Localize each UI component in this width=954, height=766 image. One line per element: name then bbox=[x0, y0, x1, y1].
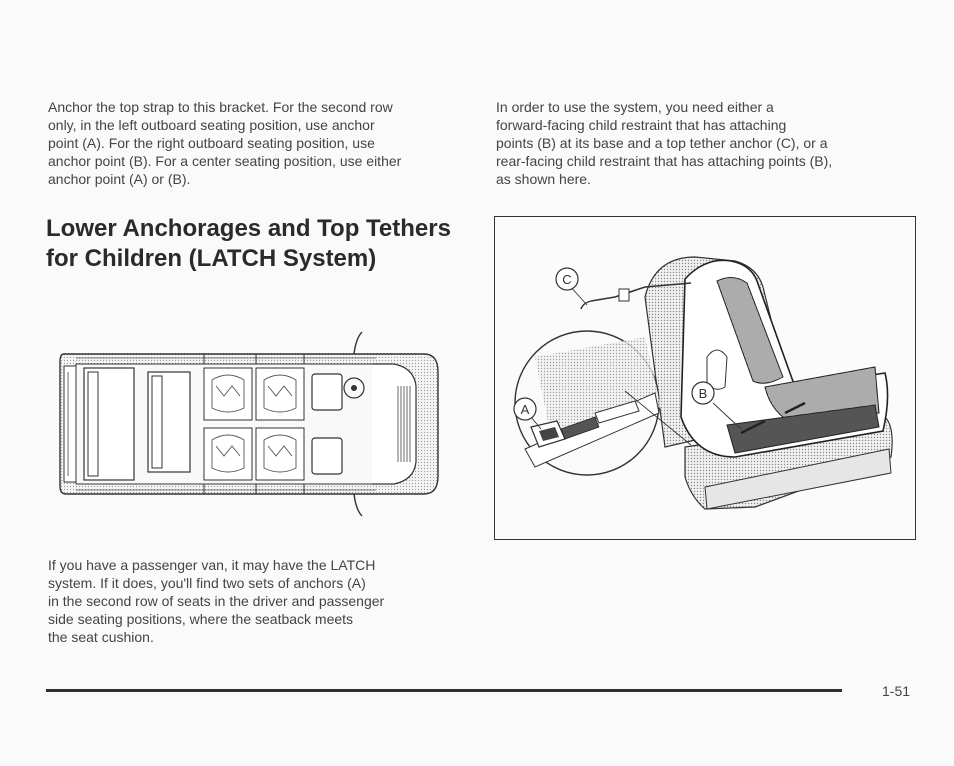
paragraph-line: point (A). For the right outboard seating position, use bbox=[48, 135, 375, 151]
footer-rule bbox=[46, 689, 842, 692]
callout-c-label: C bbox=[562, 272, 572, 287]
section-heading bbox=[46, 214, 451, 274]
paragraph-line: in the second row of seats in the driver and passenger bbox=[48, 593, 385, 609]
page-number: 1-51 bbox=[882, 683, 911, 699]
passenger-van-paragraph bbox=[48, 556, 384, 646]
paragraph-line: In order to use the system, you need either a bbox=[496, 99, 774, 115]
heading-line: for Children (LATCH System) bbox=[46, 245, 377, 272]
paragraph-line: as shown here. bbox=[496, 171, 591, 187]
child-seat-figure bbox=[494, 216, 916, 540]
paragraph-line: points (B) at its base and a top tether anchor (C), or a bbox=[496, 135, 828, 151]
child-seat-illustration bbox=[495, 217, 915, 539]
latch-requirements-paragraph bbox=[496, 98, 832, 188]
paragraph-line: rear-facing child restraint that has attaching points (B), bbox=[496, 153, 833, 169]
paragraph-line: Anchor the top strap to this bracket. For the second row bbox=[48, 99, 393, 115]
paragraph-line: the seat cushion. bbox=[48, 629, 154, 645]
heading-line: Lower Anchorages and Top Tethers bbox=[46, 215, 451, 242]
paragraph-line: forward-facing child restraint that has attaching bbox=[496, 117, 787, 133]
callout-a-label: A bbox=[520, 402, 530, 417]
paragraph-line: only, in the left outboard seating position, use anchor bbox=[48, 117, 375, 133]
anchor-bracket-paragraph bbox=[48, 98, 401, 188]
paragraph-line: If you have a passenger van, it may have the LATCH bbox=[48, 557, 376, 573]
paragraph-line: side seating positions, where the seatback meets bbox=[48, 611, 354, 627]
paragraph-line: anchor point (A) or (B). bbox=[48, 171, 191, 187]
paragraph-line: anchor point (B). For a center seating position, use either bbox=[48, 153, 402, 169]
callout-b-label: B bbox=[698, 386, 708, 401]
van-top-view-illustration bbox=[54, 326, 446, 522]
paragraph-line: system. If it does, you'll find two sets of anchors (A) bbox=[48, 575, 366, 591]
